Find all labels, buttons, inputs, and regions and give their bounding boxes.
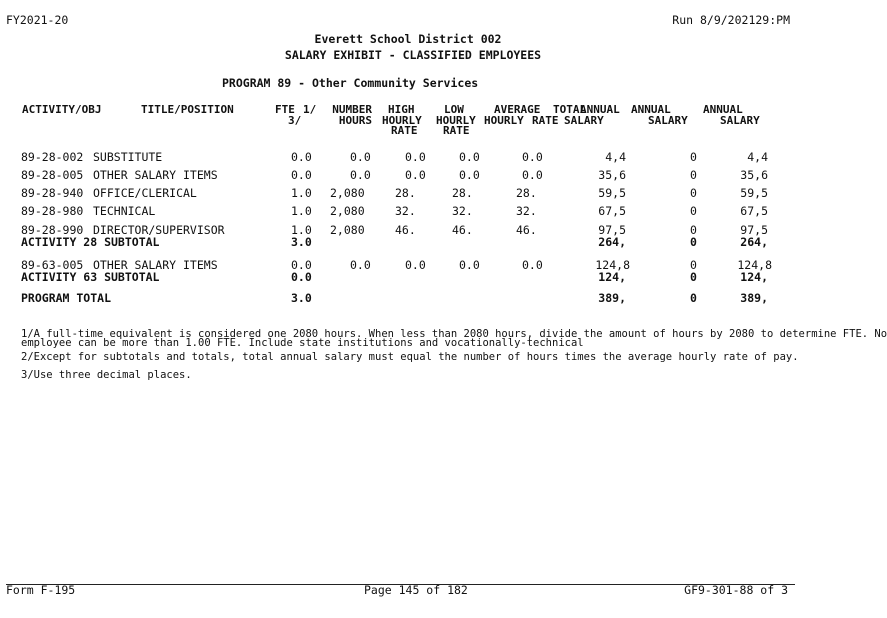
col-fte-note: 1/ (303, 103, 317, 116)
row-annual2: 59,5 (740, 186, 768, 200)
row-title: OFFICE/CLERICAL (93, 186, 197, 200)
row-annual: 0 (690, 168, 697, 182)
district-name: Everett School District 002 (314, 32, 502, 46)
row-avg: 0.0 (522, 150, 543, 164)
row-low: 46. (452, 223, 473, 237)
row-title: OTHER SALARY ITEMS (93, 258, 218, 272)
row-total: 35,6 (598, 168, 626, 182)
row-annual: 0 (690, 258, 697, 272)
col-fte: FTE (275, 103, 295, 116)
col-total-salary: SALARY (564, 114, 604, 127)
col-low-rate: RATE (443, 124, 470, 137)
col-annual2: ANNUAL (703, 103, 743, 116)
col-annual: ANNUAL (631, 103, 671, 116)
footnote-2: 2/Except for subtotals and totals, total annual salary must equal the number of hours times the average hourly rate of pay. (21, 351, 799, 363)
footnote-1-cont: employee can be more than 1.00 FTE. Include state institutions and vocationally-technical (21, 337, 584, 349)
program-total-total: 389, (598, 291, 626, 305)
row-total: 4,4 (605, 150, 626, 164)
subtotal-annual: 0 (690, 270, 697, 284)
row-low: 0.0 (459, 258, 480, 272)
row-fte: 1.0 (291, 186, 312, 200)
row-low: 28. (452, 186, 473, 200)
col-low: LOW (444, 103, 464, 116)
col-high-rate: RATE (391, 124, 418, 137)
run-timestamp: Run 8/9/202129:PM (672, 13, 790, 27)
col-annual2-salary: SALARY (720, 114, 760, 127)
row-title: TECHNICAL (93, 204, 156, 218)
row-high: 0.0 (405, 150, 426, 164)
row-annual2: 4,4 (747, 150, 768, 164)
row-avg: 32. (516, 204, 537, 218)
row-high: 0.0 (405, 258, 426, 272)
row-total: 67,5 (598, 204, 626, 218)
row-avg: 0.0 (522, 258, 543, 272)
col-total: TOTAL (553, 103, 587, 116)
row-activity: 89-63-005 (21, 258, 84, 272)
col-annual-salary: SALARY (648, 114, 688, 127)
row-hours: 0.0 (350, 150, 371, 164)
row-annual: 0 (690, 186, 697, 200)
col-avg-rate: RATE (532, 114, 559, 127)
col-avg-hourly: HOURLY (484, 114, 524, 127)
row-title: DIRECTOR/SUPERVISOR (93, 223, 225, 237)
row-high: 28. (395, 186, 416, 200)
fiscal-year: FY2021-20 (6, 13, 69, 27)
row-annual: 0 (690, 204, 697, 218)
row-fte: 0.0 (291, 150, 312, 164)
program-heading: PROGRAM 89 - Other Community Services (222, 76, 479, 90)
row-hours: 2,080 (330, 204, 365, 218)
row-annual2: 97,5 (740, 223, 768, 237)
subtotal-label: ACTIVITY 63 SUBTOTAL (21, 270, 160, 284)
col-high: HIGH (388, 103, 415, 116)
row-avg: 28. (516, 186, 537, 200)
col-average: AVERAGE (494, 103, 541, 116)
program-total-annual: 0 (690, 291, 697, 305)
subtotal-annual: 0 (690, 235, 697, 249)
row-title: OTHER SALARY ITEMS (93, 168, 218, 182)
col-title: TITLE/POSITION (141, 103, 234, 116)
col-hours: HOURS (338, 114, 372, 127)
col-number: NUMBER (332, 103, 372, 116)
row-fte: 1.0 (291, 204, 312, 218)
row-low: 32. (452, 204, 473, 218)
row-high: 0.0 (405, 168, 426, 182)
row-avg: 0.0 (522, 168, 543, 182)
row-annual: 0 (690, 150, 697, 164)
row-title: SUBSTITUTE (93, 150, 163, 164)
page-number: Page 145 of 182 (364, 583, 468, 597)
row-high: 46. (395, 223, 416, 237)
row-hours: 2,080 (330, 223, 365, 237)
row-annual2: 67,5 (740, 204, 768, 218)
subtotal-total: 264, (598, 235, 626, 249)
row-low: 0.0 (459, 150, 480, 164)
row-annual: 0 (690, 223, 697, 237)
row-total: 59,5 (598, 186, 626, 200)
program-total-label: PROGRAM TOTAL (21, 291, 112, 305)
row-annual2: 35,6 (740, 168, 768, 182)
row-hours: 0.0 (350, 168, 371, 182)
footnote-3: 3/Use three decimal places. (21, 369, 192, 381)
form-number: Form F-195 (6, 583, 76, 597)
program-total-annual2: 389, (740, 291, 768, 305)
col-low-hourly: HOURLY (436, 114, 476, 127)
program-total-fte: 3.0 (291, 291, 312, 305)
row-total: 124,8 (595, 258, 630, 272)
footnote-1: 1/A full-time equivalent is considered one 2080 hours. When less than 2080 hours, divide the amount of hours by 2080 to determine FTE. No (21, 328, 887, 340)
row-activity: 89-28-980 (21, 204, 84, 218)
row-low: 0.0 (459, 168, 480, 182)
col-activity: ACTIVITY/OBJ (22, 103, 102, 116)
row-hours: 0.0 (350, 258, 371, 272)
row-total: 97,5 (598, 223, 626, 237)
col-total-annual: ANNUAL (580, 103, 620, 116)
subtotal-annual2: 124, (740, 270, 768, 284)
row-annual2: 124,8 (737, 258, 772, 272)
row-activity: 89-28-005 (21, 168, 84, 182)
row-activity: 89-28-940 (21, 186, 84, 200)
subtotal-label: ACTIVITY 28 SUBTOTAL (21, 235, 160, 249)
row-high: 32. (395, 204, 416, 218)
row-hours: 2,080 (330, 186, 365, 200)
row-fte: 1.0 (291, 223, 312, 237)
col-fte-note2: 3/ (288, 114, 302, 127)
row-activity: 89-28-002 (21, 150, 84, 164)
form-code: GF9-301-88 of 3 (684, 583, 788, 597)
row-avg: 46. (516, 223, 537, 237)
col-high-hourly: HOURLY (382, 114, 422, 127)
subtotal-fte: 0.0 (291, 270, 312, 284)
row-fte: 0.0 (291, 258, 312, 272)
subtotal-fte: 3.0 (291, 235, 312, 249)
subtotal-annual2: 264, (740, 235, 768, 249)
row-fte: 0.0 (291, 168, 312, 182)
row-activity: 89-28-990 (21, 223, 84, 237)
subtotal-total: 124, (598, 270, 626, 284)
report-title: SALARY EXHIBIT - CLASSIFIED EMPLOYEES (284, 48, 542, 62)
